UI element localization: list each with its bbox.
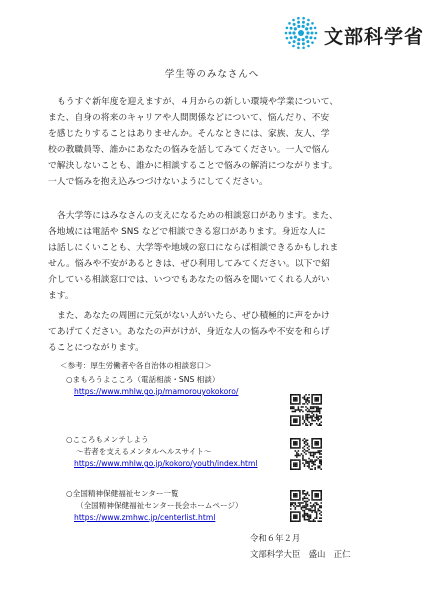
paragraph-2 xyxy=(48,208,374,304)
text-line: 介している相談窓口では、いつでもあなたの悩みを聞いてくれる人がい xyxy=(48,275,330,285)
text-line: ることにつながります。 xyxy=(48,343,144,353)
reference-title: ○全国精神保健福祉センター一覧 xyxy=(66,489,179,498)
signature-block xyxy=(250,530,351,562)
reference-subtitle: （全国精神保健福祉センター長会ホームページ） xyxy=(76,501,243,510)
text-line: で解決しないことも、誰かに相談することで悩みの解消につながります。 xyxy=(48,161,338,171)
paragraph-3 xyxy=(48,308,374,356)
reference-section xyxy=(60,360,360,530)
reference-subtitle: ～若者を支えるメンタルヘルスサイト～ xyxy=(76,447,212,456)
text-line: ます。 xyxy=(48,291,74,301)
mext-emblem-icon xyxy=(284,16,318,50)
reference-header: ＜参考：厚生労働者や各自治体の相談窓口＞ xyxy=(60,361,212,370)
logo-text: 文部科学省 xyxy=(324,26,424,48)
text-line: は話しにくいことも、大学等や地域の窓口にならば相談できるかもしれま xyxy=(48,243,339,253)
text-line: 各大学等にはみなさんの支えになるための相談窓口があります。また、 xyxy=(57,211,338,221)
reference-link[interactable]: https://www.mhlw.go.jp/mamorouyokokoro/ xyxy=(74,387,239,396)
text-line: せん。悩みや不安があるときは、ぜひ利用してみてください。以下で紹 xyxy=(48,259,331,269)
text-line: また、自身の将来のキャリアや人間関係などについて、悩んだり、不安 xyxy=(48,113,330,123)
qr-code-icon xyxy=(290,490,322,522)
text-line: を感じたりすることはありませんか。そんなときには、家族、友人、学 xyxy=(48,129,330,139)
mext-logo xyxy=(284,16,424,50)
signature-name: 文部科学大臣 盛山 正仁 xyxy=(250,549,351,559)
reference-link[interactable]: https://www.mhlw.go.jp/kokoro/youth/index.html xyxy=(74,459,258,468)
text-line: 一人で悩みを抱え込みつづけないようにしてください。 xyxy=(48,177,268,187)
qr-code-icon xyxy=(290,394,322,426)
page-title: 学生等のみなさんへ xyxy=(164,69,260,80)
paragraph-1 xyxy=(48,94,374,190)
reference-title: ○こころもメンテしよう xyxy=(66,435,149,444)
reference-title: ○まもろうよこころ（電話相談・SNS 相談） xyxy=(66,375,220,384)
text-line: てあげてください。あなたの声がけが、身近な人の悩みや不安を和らげ xyxy=(48,327,330,337)
signature-date: 令和６年２月 xyxy=(250,533,301,543)
text-line: また、あなたの周囲に元気がない人がいたら、ぜひ積極的に声をかけ xyxy=(57,311,330,321)
reference-link[interactable]: https://www.zmhwc.jp/centerlist.html xyxy=(74,513,216,522)
text-line: もうすぐ新年度を迎えますが、４月からの新しい環境や学業について、 xyxy=(57,97,339,107)
text-line: 各地域には電話や SNS などで相談できる窓口があります。身近な人に xyxy=(48,227,326,237)
text-line: 校の教職員等、誰かにあなたの悩みを話してみてください。一人で悩ん xyxy=(48,145,330,155)
qr-code-icon xyxy=(290,438,322,470)
